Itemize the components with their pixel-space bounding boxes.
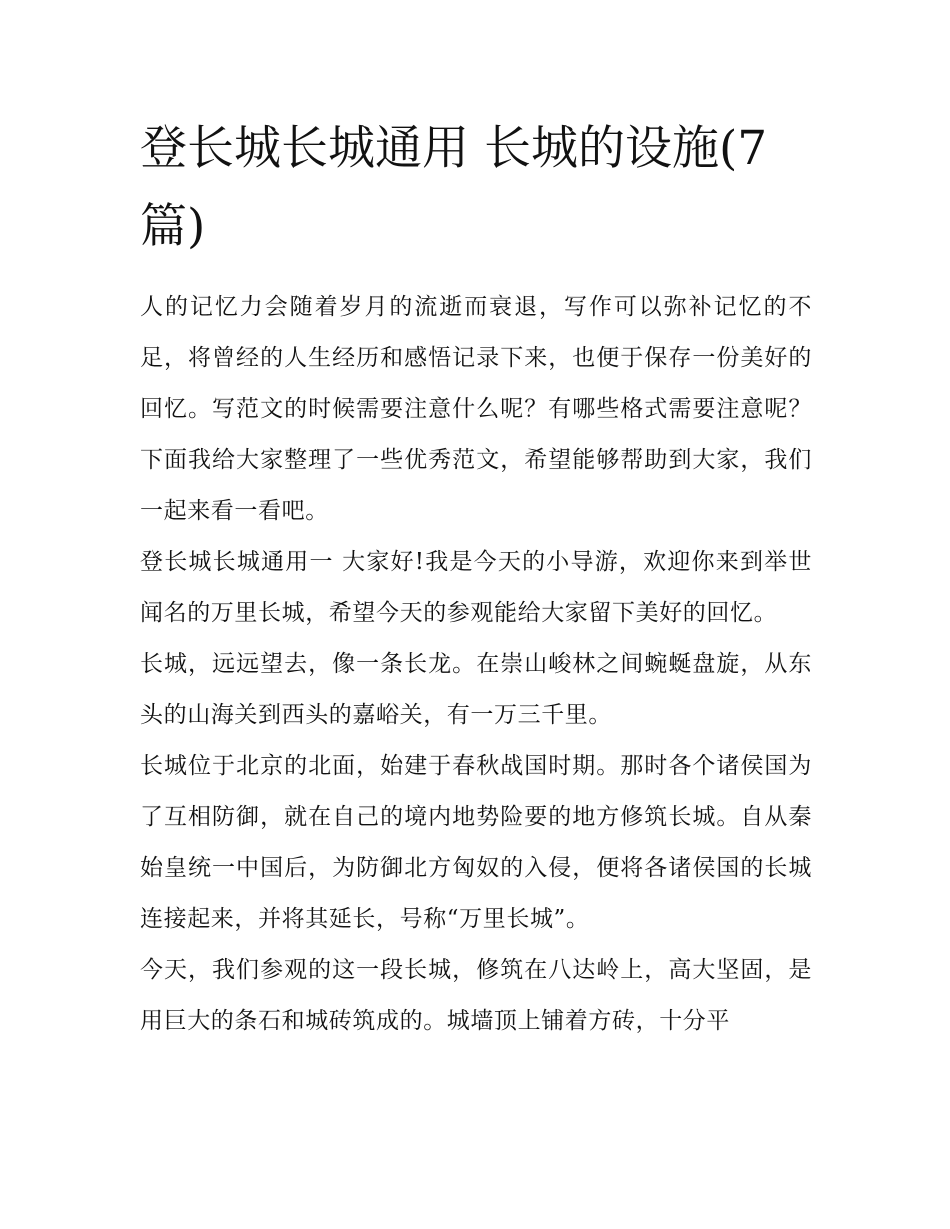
paragraph-dragon: 长城，远远望去，像一条长龙。在崇山峻林之间蜿蜒盘旋，从东头的山海关到西头的嘉峪关，有一万三千里。 <box>140 651 812 728</box>
document-title: 登长城长城通用 长城的设施(7篇) <box>140 121 768 254</box>
paragraph-badaling: 今天，我们参观的这一段长城，修筑在八达岭上，高大坚固，是用巨大的条石和城砖筑成的。城墙顶上铺着方砖，十分平 <box>140 957 812 1034</box>
paragraph-intro: 人的记忆力会随着岁月的流逝而衰退，写作可以弥补记忆的不足，将曾经的人生经历和感悟记录下来，也便于保存一份美好的回忆。写范文的时候需要注意什么呢？有哪些格式需要注意呢？下面我给大家整理了一些优秀范文，希望能够帮助到大家，我们一起来看一看吧。 <box>140 294 812 524</box>
document-body <box>140 110 812 1047</box>
paragraph-greeting: 登长城长城通用一 大家好!我是今天的小导游，欢迎你来到举世闻名的万里长城，希望今天的参观能给大家留下美好的回忆。 <box>140 549 812 626</box>
paragraph-history: 长城位于北京的北面，始建于春秋战国时期。那时各个诸侯国为了互相防御，就在自己的境内地势险要的地方修筑长城。自从秦始皇统一中国后，为防御北方匈奴的入侵，便将各诸侯国的长城连接起来，并将其延长，号称“万里长城”。 <box>140 753 812 932</box>
